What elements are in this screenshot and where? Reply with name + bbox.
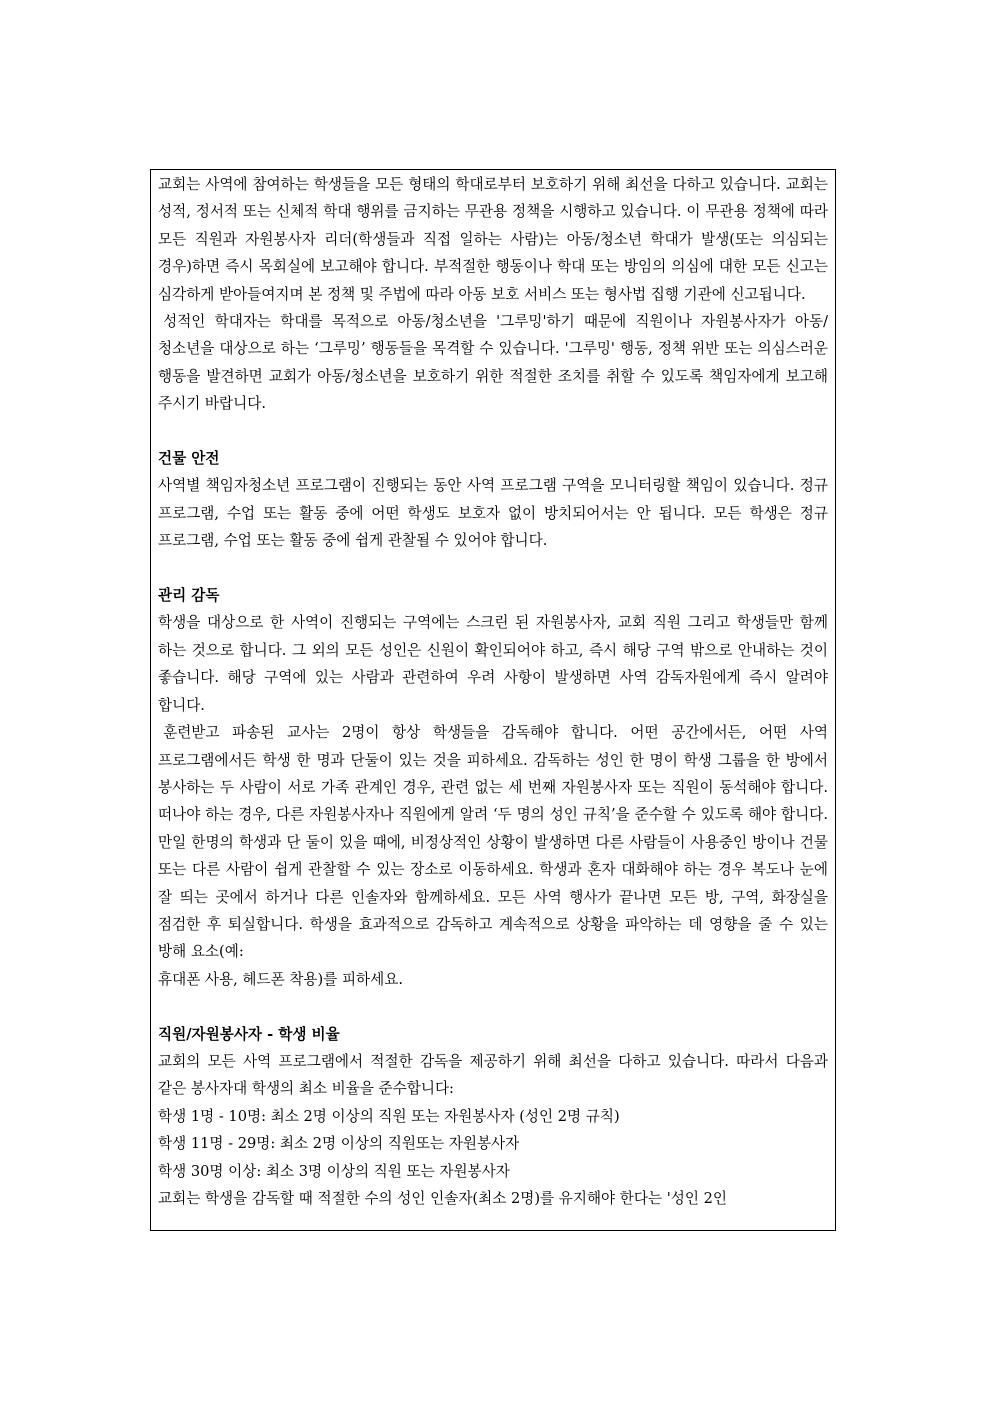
- intro-paragraph-1: 교회는 사역에 참여하는 학생들을 모든 형태의 학대로부터 보호하기 위해 최선을 다하고 있습니다. 교회는 성적, 정서적 또는 신체적 학대 행위를 금지하는 무관용 정책을 시행하고 있습니다. 이 무관용 정책에 따라 모든 직원과 자원봉사자 리더(학생들과 직접 일하는 사람)는 아동/청소년 학대가 발생(또는 의심되는 경우)하면 즉시 목회실에 보고해야 합니다. 부적절한 행동이나 학대 또는 방임의 의심에 대한 모든 신고는 심각하게 받아들여지며 본 정책 및 주법에 따라 아동 보호 서비스 또는 형사법 집행 기관에 신고됩니다.: [158, 176, 828, 303]
- ratio-intro-paragraph: 교회의 모든 사역 프로그램에서 적절한 감독을 제공하기 위해 최선을 다하고 있습니다. 따라서 다음과 같은 봉사자대 학생의 최소 비율을 준수합니다:: [158, 1052, 828, 1098]
- ratio-closing-line: 교회는 학생을 감독할 때 적절한 수의 성인 인솔자(최소 2명)를 유지해야 한다는 '성인 2인: [158, 1189, 727, 1207]
- document-body: [158, 171, 828, 1212]
- supervision-paragraph-2: 훈련받고 파송된 교사는 2명이 항상 학생들을 감독해야 합니다. 어떤 공간에서든, 어떤 사역 프로그램에서든 학생 한 명과 단둘이 있는 것을 피하세요. 감독하는 성인 한 명이 학생 그룹을 한 방에서 봉사하는 두 사람이 서로 가족 관계인 경우, 관련 없는 세 번째 자원봉사자 또는 직원이 동석해야 합니다. 떠나야 하는 경우, 다른 자원봉사자나 직원에게 알려 ‘두 명의 성인 규칙’을 준수할 수 있도록 해야 합니다. 만일 한명의 학생과 단 둘이 있을 때에, 비정상적인 상황이 발생하면 다른 사람들이 사용중인 방이나 건물 또는 다른 사람이 쉽게 관찰할 수 있는 장소로 이동하세요. 학생과 혼자 대화해야 하는 경우 복도나 눈에 잘 띄는 곳에서 하거나 다른 인솔자와 함께하세요. 모든 사역 행사가 끝나면 모든 방, 구역, 화장실을 점검한 후 퇴실합니다. 학생을 효과적으로 감독하고 계속적으로 상황을 파악하는 데 영향을 줄 수 있는 방해 요소(예:: [158, 724, 828, 961]
- section-spacer: [158, 418, 828, 445]
- supervision-heading: 관리 감독: [158, 587, 220, 605]
- building-safety-paragraph: 사역별 책임자청소년 프로그램이 진행되는 동안 사역 프로그램 구역을 모니터링할 책임이 있습니다. 정규 프로그램, 수업 또는 활동 중에 어떤 학생도 보호자 없이 방치되어서는 안 됩니다. 모든 학생은 정규 프로그램, 수업 또는 활동 중에 쉽게 관찰될 수 있어야 합니다.: [158, 477, 828, 550]
- intro-paragraph-2: 성적인 학대자는 학대를 목적으로 아동/청소년을 '그루밍'하기 때문에 직원이나 자원봉사자가 아동/청소년을 대상으로 하는 ‘그루밍’ 행동들을 목격할 수 있습니다. '그루밍' 행동, 정책 위반 또는 의심스러운 행동을 발견하면 교회가 아동/청소년을 보호하기 위한 적절한 조치를 취할 수 있도록 책임자에게 보고해 주시기 바랍니다.: [158, 313, 828, 413]
- supervision-paragraph-3: 휴대폰 사용, 헤드폰 착용)를 피하세요.: [158, 970, 403, 988]
- section-spacer: [158, 993, 828, 1020]
- ratio-item-1: 학생 1명 - 10명: 최소 2명 이상의 직원 또는 자원봉사자 (성인 2명 규칙): [158, 1107, 620, 1125]
- building-safety-heading: 건물 안전: [158, 450, 220, 468]
- document-frame: [150, 169, 836, 1231]
- ratio-item-3: 학생 30명 이상: 최소 3명 이상의 직원 또는 자원봉사자: [158, 1162, 510, 1180]
- section-spacer: [158, 555, 828, 582]
- ratio-item-2: 학생 11명 - 29명: 최소 2명 이상의 직원또는 자원봉사자: [158, 1135, 520, 1153]
- supervision-paragraph-1: 학생을 대상으로 한 사역이 진행되는 구역에는 스크린 된 자원봉사자, 교회 직원 그리고 학생들만 함께 하는 것으로 합니다. 그 외의 모든 성인은 신원이 확인되어야 하고, 즉시 해당 구역 밖으로 안내하는 것이 좋습니다. 해당 구역에 있는 사람과 관련하여 우려 사항이 발생하면 사역 감독자원에게 즉시 알려야 합니다.: [158, 614, 828, 714]
- ratio-heading: 직원/자원봉사자 - 학생 비율: [158, 1025, 340, 1043]
